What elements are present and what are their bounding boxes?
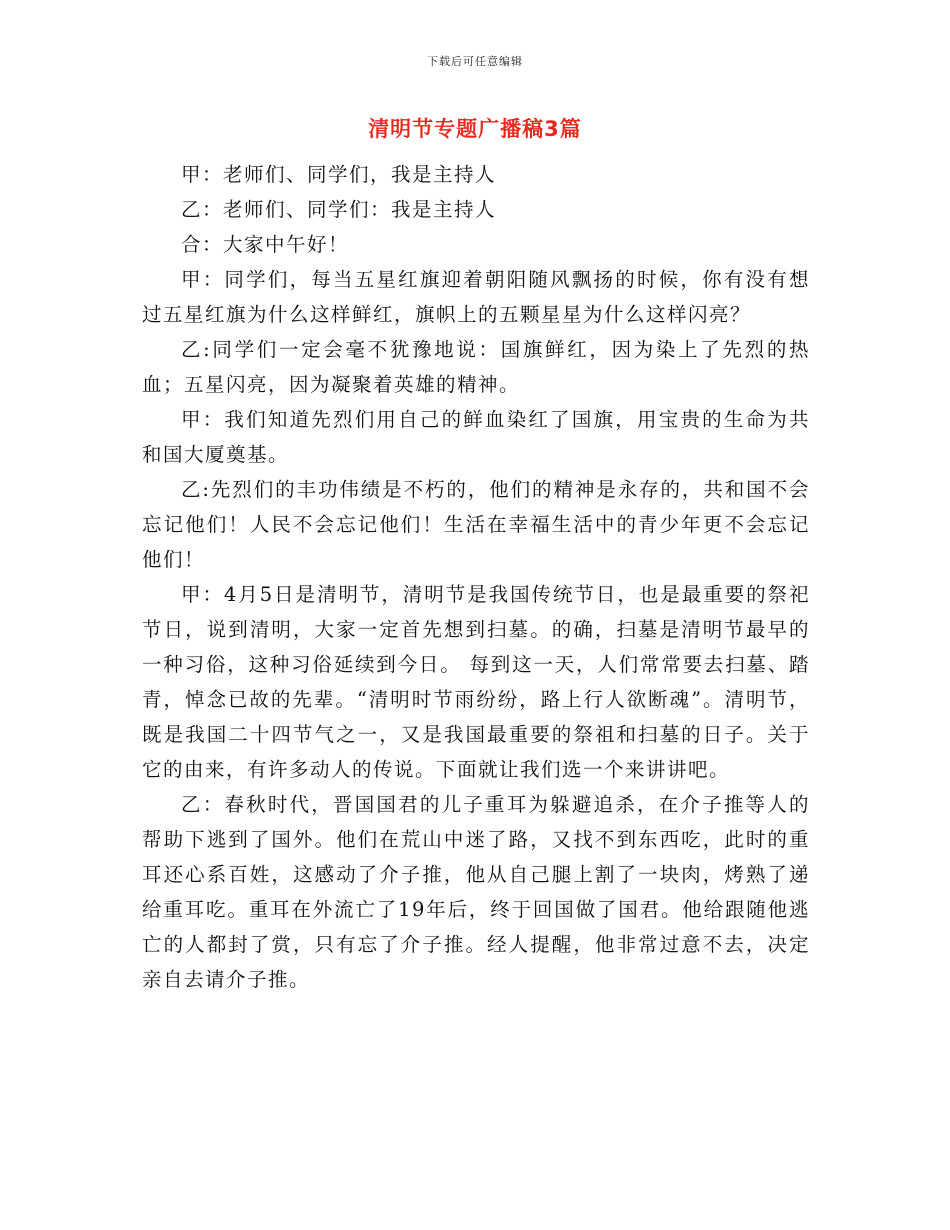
paragraph: 乙：老师们、同学们：我是主持人 [181,198,497,221]
header-note: 下载后可任意编辑 [427,55,523,68]
paragraph: 乙:同学们一定会毫不犹豫地说：国旗鲜红，因为染上了先烈的热血；五星闪亮，因为凝聚着英雄的精神。 [142,338,810,396]
paragraph: 乙:先烈们的丰功伟绩是不朽的，他们的精神是永存的，共和国不会忘记他们！人民不会忘记他们！生活在幸福生活中的青少年更不会忘记他们！ [142,478,810,571]
paragraph: 甲：我们知道先烈们用自己的鲜血染红了国旗，用宝贵的生命为共和国大厦奠基。 [142,408,810,466]
document-title: 清明节专题广播稿3篇 [368,117,582,141]
paragraph: 甲：同学们，每当五星红旗迎着朝阳随风飘扬的时候，你有没有想过五星红旗为什么这样鲜红，旗帜上的五颗星星为什么这样闪亮？ [142,268,810,326]
paragraph: 甲：4月5日是清明节，清明节是我国传统节日，也是最重要的祭祀节日，说到清明，大家一定首先想到扫墓。的确，扫墓是清明节最早的一种习俗，这种习俗延续到今日。 每到这一天，人们常常要去扫墓、踏青，悼念已故的先辈。“清明时节雨纷纷，路上行人欲断魂”。清明节，既是我国二十四节气之一，又是我国最重要的祭祖和扫墓的日子。关于它的由来，有许多动人的传说。下面就让我们选一个来讲讲吧。 [142,583,810,781]
paragraph: 甲：老师们、同学们，我是主持人 [181,163,497,186]
paragraph: 乙：春秋时代，晋国国君的儿子重耳为躲避追杀，在介子推等人的帮助下逃到了国外。他们在荒山中迷了路，又找不到东西吃，此时的重耳还心系百姓，这感动了介子推，他从自己腿上割了一块肉，烤熟了递给重耳吃。重耳在外流亡了19年后，终于回国做了国君。他给跟随他逃亡的人都封了赏，只有忘了介子推。经人提醒，他非常过意不去，决定亲自去请介子推。 [142,793,810,991]
paragraph: 合：大家中午好！ [181,233,350,256]
document-body [142,157,810,997]
